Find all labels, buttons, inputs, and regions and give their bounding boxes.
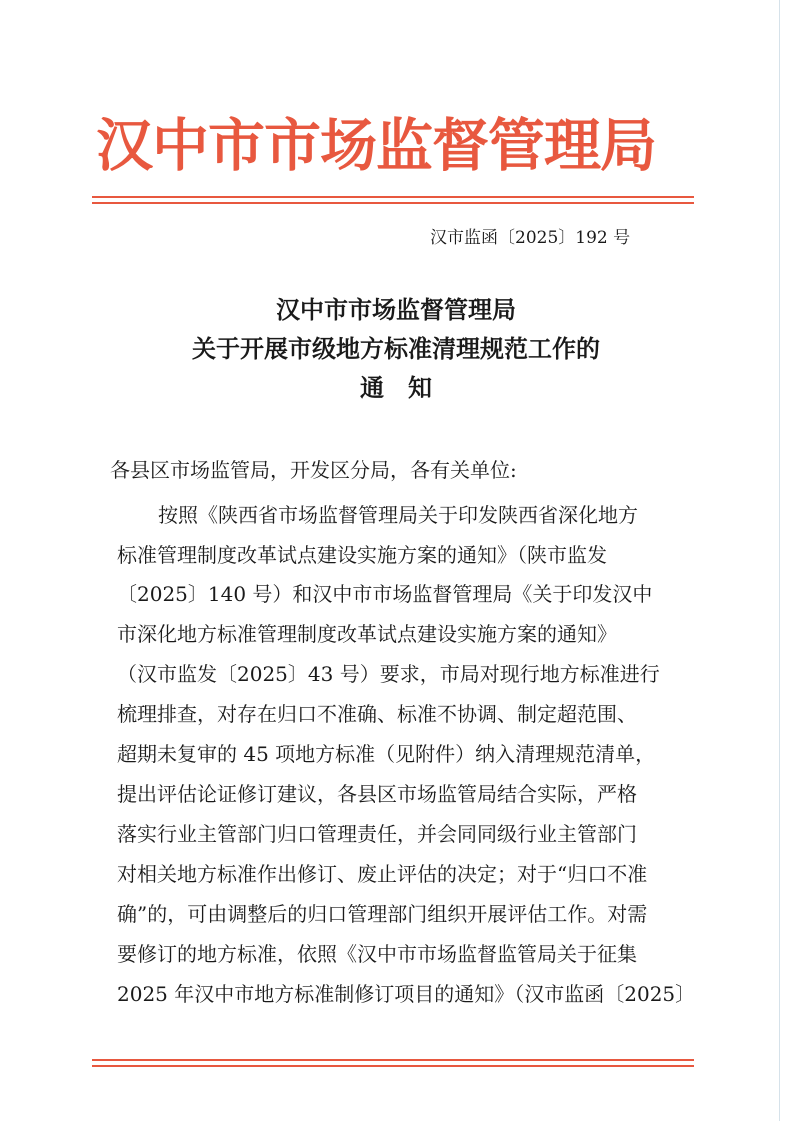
body-line: 超期未复审的 45 项地方标准（见附件）纳入清理规范清单， [117, 742, 656, 766]
body-line: 提出评估论证修订建议，各县区市场监管局结合实际，严格 [117, 782, 637, 806]
body-line: 按照《陕西省市场监督管理局关于印发陕西省深化地方 [158, 503, 638, 527]
body-line: 要修订的地方标准，依照《汉中市市场监督监管局关于征集 [117, 942, 637, 966]
document-number: 汉市监函〔2025〕192 号 [430, 228, 631, 248]
body-line: 2025 年汉中市地方标准制修订项目的通知》（汉市监函〔2025〕 [117, 982, 696, 1006]
salutation: 各县区市场监管局，开发区分局，各有关单位: [110, 458, 517, 482]
body-line: （汉市监发〔2025〕43 号）要求，市局对现行地方标准进行 [117, 662, 660, 686]
page-edge-line [779, 0, 780, 1121]
body-line: 梳理排查，对存在归口不准确、标准不协调、制定超范围、 [117, 702, 637, 726]
body-line: 对相关地方标准作出修订、废止评估的决定；对于“归口不准 [117, 862, 648, 886]
body-line: 标准管理制度改革试点建设实施方案的通知》（陕市监发 [117, 543, 607, 567]
body-line: 市深化地方标准管理制度改革试点建设实施方案的通知》 [117, 622, 617, 646]
title-line-3: 通 知 [360, 373, 432, 402]
title-line-1: 汉中市市场监督管理局 [276, 295, 516, 324]
header-rule-bottom [92, 202, 694, 204]
header-rule-top [92, 196, 694, 198]
body-line: 确”的，可由调整后的归口管理部门组织开展评估工作。对需 [117, 902, 648, 926]
title-line-2: 关于开展市级地方标准清理规范工作的 [192, 334, 600, 363]
body-line: 〔2025〕140 号）和汉中市市场监督管理局《关于印发汉中 [117, 582, 653, 606]
footer-rule-bottom [92, 1065, 694, 1067]
footer-rule-top [92, 1059, 694, 1061]
body-line: 落实行业主管部门归口管理责任，并会同同级行业主管部门 [117, 822, 637, 846]
org-header-title: 汉中市市场监督管理局 [96, 113, 656, 179]
